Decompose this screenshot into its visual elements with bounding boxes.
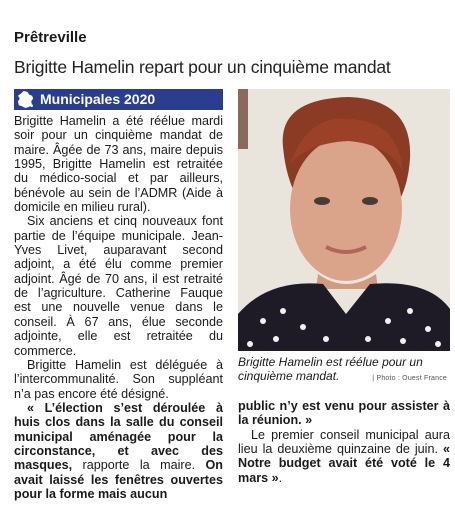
article-column-left [14,114,223,501]
banner-label: Municipales 2020 [40,91,156,107]
article-column-right [238,399,450,485]
quote-part-1: « L’élection s’est déroulée à huis clos dans la salle du conseil municipal aménagée pour la circonstance, et avec des masques, [14,400,223,473]
period: . [278,470,283,485]
paragraph-3: Brigitte Hamelin est déléguée à l’intercommunalité. Son suppléant n’a pas encore été désigné. [14,357,223,401]
paragraph-5 [238,399,450,428]
paragraph-6 [238,428,450,485]
headline: Brigitte Hamelin repart pour un cinquième mandat [14,57,391,77]
portrait-photo [238,89,450,351]
paragraph-4 [14,401,223,501]
section-banner [14,89,223,110]
photo-credit: | Photo : Ouest France [372,375,447,382]
portrait-illustration [238,89,450,351]
quote-end: public n’y est venu pour assister à la réunion. » [238,399,450,428]
quote-part-2: On avait laissé les fenêtres ouvertes pour la forme mais aucun [14,458,223,501]
paragraph-2: Six anciens et cinq nouveaux font partie de l’équipe municipale. Jean-Yves Livet, auparavant second adjoint, a été élu comme premier adjoint. Âgé de 70 ans, il est retraité de l’agriculture. Catherine Fauque est une nouvelle venue dans le conseil. À 67 ans, élue seconde adjointe, elle est retraitée du commerce. [14,214,223,358]
budget-quote: « Notre budget avait été voté le 4 mars » [238,442,450,485]
meeting-text: Le premier conseil municipal aura lieu la deuxième quinzaine de juin. [238,427,450,457]
france-map-icon [16,90,35,109]
kicker: Prêtreville [14,29,87,46]
paragraph-1: Brigitte Hamelin a été réélue mardi soir pour un cinquième mandat de maire. Âgée de 73 ans, maire depuis 1995, Brigitte Hamelin est retraitée du médico-social et par ailleurs, bénévole au sein de l’ADMR (Aide à domicile en milieu rural). [14,114,223,215]
attribution: rapporte la maire. [72,458,206,473]
photo-caption: Brigitte Hamelin est réélue pour un cinquième mandat. [238,355,423,384]
